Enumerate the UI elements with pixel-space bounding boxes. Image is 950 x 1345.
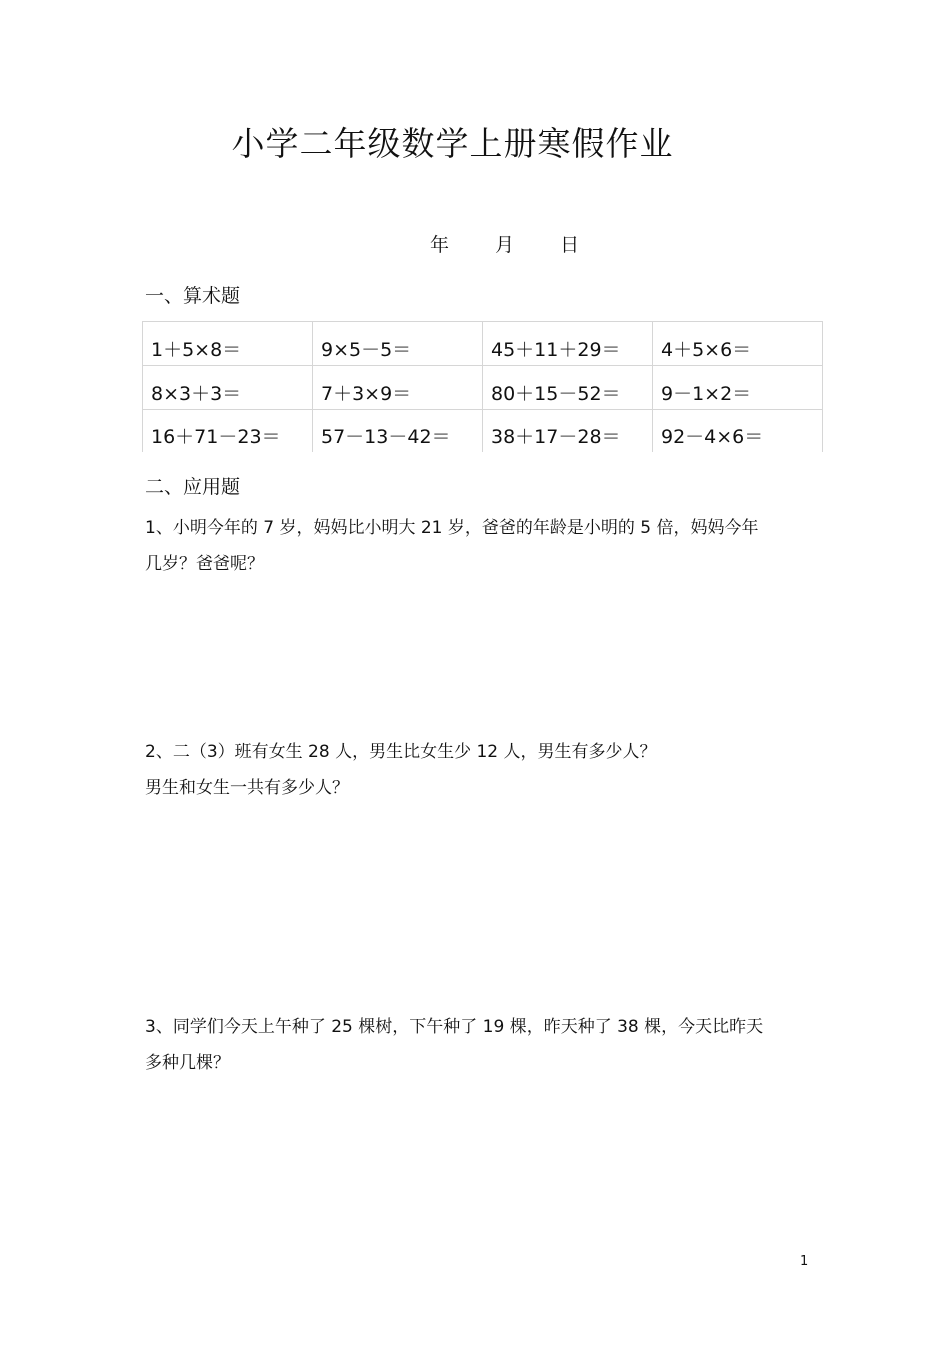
table-row xyxy=(143,366,823,410)
arithmetic-cell: 16＋71－23＝ xyxy=(143,410,313,452)
arithmetic-cell: 4＋5×6＝ xyxy=(653,322,823,366)
problem-line: 男生和女生一共有多少人？ xyxy=(145,778,349,798)
arithmetic-cell: 80＋15－52＝ xyxy=(483,366,653,410)
date-year: 年 xyxy=(430,234,450,256)
arithmetic-cell: 1＋5×8＝ xyxy=(143,322,313,366)
arithmetic-table xyxy=(142,321,823,452)
section-heading-word-problems: 二、应用题 xyxy=(145,476,241,498)
problem-line: 几岁？爸爸呢？ xyxy=(145,554,264,574)
problem-line: 3、同学们今天上午种了 25 棵树，下午种了 19 棵，昨天种了 38 棵，今天比昨天 xyxy=(145,1017,764,1037)
page-number: 1 xyxy=(800,1254,809,1269)
problem-line: 2、二（3）班有女生 28 人，男生比女生少 12 人，男生有多少人？ xyxy=(145,742,657,762)
page-title: 小学二年级数学上册寒假作业 xyxy=(231,124,674,163)
date-month: 月 xyxy=(495,234,515,256)
arithmetic-cell: 8×3＋3＝ xyxy=(143,366,313,410)
table-row xyxy=(143,322,823,366)
word-problem-3 xyxy=(145,1009,815,1081)
table-row xyxy=(143,410,823,452)
word-problem-2 xyxy=(145,734,815,806)
problem-line: 1、小明今年的 7 岁，妈妈比小明大 21 岁，爸爸的年龄是小明的 5 倍，妈妈今年 xyxy=(145,518,759,538)
arithmetic-cell: 57－13－42＝ xyxy=(313,410,483,452)
arithmetic-cell: 7＋3×9＝ xyxy=(313,366,483,410)
arithmetic-cell: 38＋17－28＝ xyxy=(483,410,653,452)
problem-line: 多种几棵？ xyxy=(145,1053,230,1073)
date-line xyxy=(430,230,619,257)
arithmetic-cell: 9－1×2＝ xyxy=(653,366,823,410)
arithmetic-cell: 9×5－5＝ xyxy=(313,322,483,366)
arithmetic-cell: 45＋11＋29＝ xyxy=(483,322,653,366)
word-problem-1 xyxy=(145,510,815,582)
section-heading-arithmetic: 一、算术题 xyxy=(145,285,241,307)
arithmetic-cell: 92－4×6＝ xyxy=(653,410,823,452)
date-day: 日 xyxy=(560,234,580,256)
